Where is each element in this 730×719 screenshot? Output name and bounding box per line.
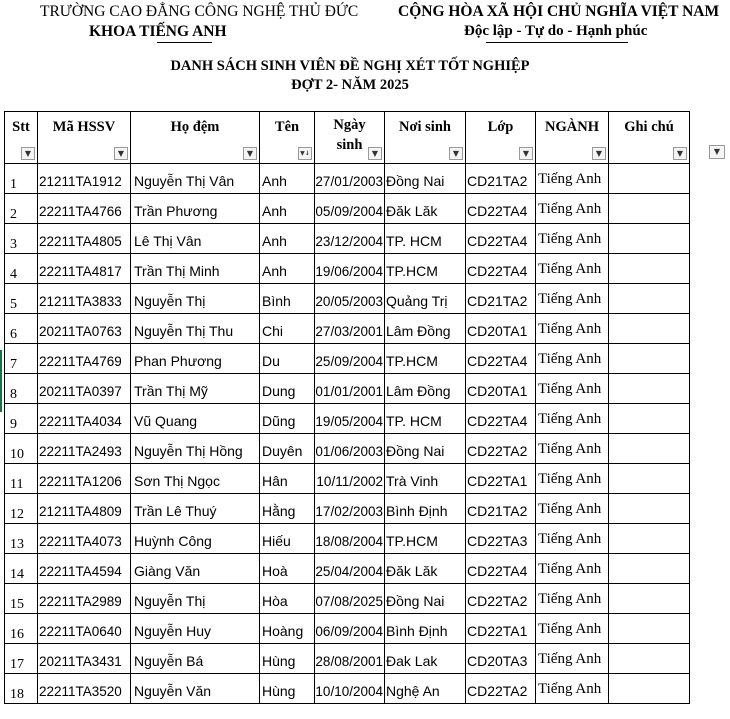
filter-dropdown-icon[interactable]: ▼ xyxy=(368,147,382,160)
cell-student-code[interactable]: 22211TA4034 xyxy=(38,404,131,434)
cell-class-code[interactable]: CD22TA1 xyxy=(466,464,536,494)
cell-major[interactable]: Tiếng Anh xyxy=(536,644,609,674)
cell-first-name[interactable]: Hiếu xyxy=(260,524,315,554)
cell-birthplace[interactable]: Trà Vinh xyxy=(385,464,466,494)
cell-student-code[interactable]: 22211TA1206 xyxy=(38,464,131,494)
cell-class-code[interactable]: CD22TA2 xyxy=(466,674,536,704)
cell-row-stt[interactable]: 2 xyxy=(5,194,38,224)
cell-first-name[interactable]: Duyên xyxy=(260,434,315,464)
cell-birthplace[interactable]: Đồng Nai xyxy=(385,164,466,194)
table-row[interactable] xyxy=(5,524,690,554)
cell-first-name[interactable]: Anh xyxy=(260,224,315,254)
cell-student-code[interactable]: 22211TA3520 xyxy=(38,674,131,704)
cell-student-code[interactable]: 21211TA4809 xyxy=(38,494,131,524)
cell-major[interactable]: Tiếng Anh xyxy=(536,434,609,464)
cell-birthplace[interactable]: Đak Lak xyxy=(385,644,466,674)
cell-birthplace[interactable]: Đăk Lăk xyxy=(385,554,466,584)
cell-major[interactable]: Tiếng Anh xyxy=(536,554,609,584)
cell-note[interactable] xyxy=(609,164,690,194)
cell-note[interactable] xyxy=(609,194,690,224)
cell-class-code[interactable]: CD21TA2 xyxy=(466,494,536,524)
cell-date-of-birth[interactable]: 01/06/2003 xyxy=(315,434,385,464)
student-table xyxy=(4,111,690,704)
cell-last-name[interactable]: Lê Thị Vân xyxy=(131,224,260,254)
cell-student-code[interactable]: 22211TA4805 xyxy=(38,224,131,254)
table-row[interactable] xyxy=(5,344,690,374)
cell-date-of-birth[interactable]: 10/11/2002 xyxy=(315,464,385,494)
cell-birthplace[interactable]: TP.HCM xyxy=(385,524,466,554)
cell-last-name[interactable]: Trần Lê Thuý xyxy=(131,494,260,524)
cell-student-code[interactable]: 22211TA4817 xyxy=(38,254,131,284)
cell-date-of-birth[interactable]: 25/09/2004 xyxy=(315,344,385,374)
filter-dropdown-icon[interactable]: ▼ xyxy=(449,147,463,160)
cell-last-name[interactable]: Trần Thị Minh xyxy=(131,254,260,284)
cell-date-of-birth[interactable]: 27/03/2001 xyxy=(315,314,385,344)
cell-birthplace[interactable]: Bình Định xyxy=(385,494,466,524)
cell-row-stt[interactable]: 9 xyxy=(5,404,38,434)
cell-date-of-birth[interactable]: 17/02/2003 xyxy=(315,494,385,524)
col-header-note: Ghi chú ▼ xyxy=(609,112,690,164)
cell-class-code[interactable]: CD22TA2 xyxy=(466,584,536,614)
header-row xyxy=(5,112,690,164)
cell-class-code[interactable]: CD22TA4 xyxy=(466,344,536,374)
cell-row-stt[interactable]: 16 xyxy=(5,614,38,644)
col-header-code: Mã HSSV ▼ xyxy=(38,112,131,164)
cell-last-name[interactable]: Sơn Thị Ngọc xyxy=(131,464,260,494)
cell-note[interactable] xyxy=(609,254,690,284)
cell-student-code[interactable]: 20211TA3431 xyxy=(38,644,131,674)
cell-class-code[interactable]: CD22TA1 xyxy=(466,614,536,644)
document-subtitle: ĐỢT 2- NĂM 2025 xyxy=(291,77,409,93)
cell-last-name[interactable]: Nguyễn Huy xyxy=(131,614,260,644)
cell-student-code[interactable]: 22211TA2493 xyxy=(38,434,131,464)
cell-student-code[interactable]: 21211TA1912 xyxy=(38,164,131,194)
filter-dropdown-icon[interactable]: ▼ xyxy=(709,145,725,159)
cell-date-of-birth[interactable]: 10/10/2004 xyxy=(315,674,385,704)
table-row[interactable] xyxy=(5,314,690,344)
cell-class-code[interactable]: CD22TA4 xyxy=(466,254,536,284)
cell-birthplace[interactable]: TP.HCM xyxy=(385,254,466,284)
cell-major[interactable]: Tiếng Anh xyxy=(536,614,609,644)
cell-first-name[interactable]: Hùng xyxy=(260,644,315,674)
cell-date-of-birth[interactable]: 23/12/2004 xyxy=(315,224,385,254)
filter-dropdown-icon[interactable]: ▼ xyxy=(519,147,533,160)
cell-birthplace[interactable]: TP.HCM xyxy=(385,344,466,374)
cell-last-name[interactable]: Trần Thị Mỹ xyxy=(131,374,260,404)
cell-date-of-birth[interactable]: 27/01/2003 xyxy=(315,164,385,194)
cell-row-stt[interactable]: 11 xyxy=(5,464,38,494)
cell-last-name[interactable]: Phan Phương xyxy=(131,344,260,374)
cell-class-code[interactable]: CD20TA1 xyxy=(466,314,536,344)
col-header-dob: Ngày sinh ▼ xyxy=(315,112,385,164)
cell-birthplace[interactable]: Nghệ An xyxy=(385,674,466,704)
cell-class-code[interactable]: CD22TA4 xyxy=(466,404,536,434)
cell-last-name[interactable]: Nguyễn Thị Thu xyxy=(131,314,260,344)
cell-birthplace[interactable]: TP. HCM xyxy=(385,404,466,434)
cell-row-stt[interactable]: 17 xyxy=(5,644,38,674)
cell-note[interactable] xyxy=(609,284,690,314)
cell-date-of-birth[interactable]: 25/04/2004 xyxy=(315,554,385,584)
department-underline xyxy=(157,42,212,43)
cell-major[interactable]: Tiếng Anh xyxy=(536,254,609,284)
filter-dropdown-icon[interactable]: ▼ xyxy=(21,147,35,160)
cell-date-of-birth[interactable]: 07/08/2025 xyxy=(315,584,385,614)
cell-class-code[interactable]: CD22TA4 xyxy=(466,224,536,254)
filter-dropdown-icon[interactable]: ▼ xyxy=(114,147,128,160)
cell-birthplace[interactable]: Đăk Lăk xyxy=(385,194,466,224)
cell-major[interactable]: Tiếng Anh xyxy=(536,224,609,254)
cell-student-code[interactable]: 20211TA0763 xyxy=(38,314,131,344)
cell-row-stt[interactable]: 1 xyxy=(5,164,38,194)
cell-birthplace[interactable]: TP. HCM xyxy=(385,224,466,254)
cell-student-code[interactable]: 22211TA4073 xyxy=(38,524,131,554)
cell-major[interactable]: Tiếng Anh xyxy=(536,314,609,344)
cell-note[interactable] xyxy=(609,494,690,524)
table-row[interactable] xyxy=(5,674,690,704)
cell-row-stt[interactable]: 4 xyxy=(5,254,38,284)
cell-major[interactable]: Tiếng Anh xyxy=(536,524,609,554)
cell-first-name[interactable]: Anh xyxy=(260,194,315,224)
cell-class-code[interactable]: CD22TA3 xyxy=(466,524,536,554)
col-header-stt: Stt ▼ xyxy=(5,112,38,164)
cell-note[interactable] xyxy=(609,224,690,254)
cell-row-stt[interactable]: 14 xyxy=(5,554,38,584)
cell-class-code[interactable]: CD20TA1 xyxy=(466,374,536,404)
cell-first-name[interactable]: Anh xyxy=(260,164,315,194)
cell-note[interactable] xyxy=(609,434,690,464)
cell-row-stt[interactable]: 8 xyxy=(5,374,38,404)
cell-last-name[interactable]: Huỳnh Công xyxy=(131,524,260,554)
filter-dropdown-icon[interactable]: ▼ xyxy=(243,147,257,160)
cell-row-stt[interactable]: 5 xyxy=(5,284,38,314)
table-row[interactable] xyxy=(5,494,690,524)
col-header-first-name: Tên ▼↓ xyxy=(260,112,315,164)
sort-filter-icon[interactable]: ▼↓ xyxy=(298,147,312,160)
cell-student-code[interactable]: 20211TA0397 xyxy=(38,374,131,404)
cell-class-code[interactable]: CD21TA2 xyxy=(466,284,536,314)
cell-birthplace[interactable]: Lâm Đồng xyxy=(385,374,466,404)
cell-class-code[interactable]: CD21TA2 xyxy=(466,164,536,194)
col-header-birthplace: Nơi sinh ▼ xyxy=(385,112,466,164)
table-row[interactable] xyxy=(5,224,690,254)
table-row[interactable] xyxy=(5,254,690,284)
cell-major[interactable]: Tiếng Anh xyxy=(536,674,609,704)
cell-birthplace[interactable]: Đồng Nai xyxy=(385,434,466,464)
cell-student-code[interactable]: 22211TA2989 xyxy=(38,584,131,614)
table-row[interactable] xyxy=(5,194,690,224)
cell-birthplace[interactable]: Bình Định xyxy=(385,614,466,644)
cell-last-name[interactable]: Nguyễn Thị Vân xyxy=(131,164,260,194)
cell-birthplace[interactable]: Đồng Nai xyxy=(385,584,466,614)
table-row[interactable] xyxy=(5,464,690,494)
table-row[interactable] xyxy=(5,374,690,404)
table-row[interactable] xyxy=(5,644,690,674)
cell-last-name[interactable]: Nguyễn Thị xyxy=(131,284,260,314)
cell-last-name[interactable]: Vũ Quang xyxy=(131,404,260,434)
cell-student-code[interactable]: 22211TA4766 xyxy=(38,194,131,224)
cell-last-name[interactable]: Nguyễn Bá xyxy=(131,644,260,674)
filter-dropdown-icon[interactable]: ▼ xyxy=(592,147,606,160)
cell-note[interactable] xyxy=(609,404,690,434)
cell-class-code[interactable]: CD22TA4 xyxy=(466,194,536,224)
cell-first-name[interactable]: Hòa xyxy=(260,584,315,614)
table-row[interactable] xyxy=(5,164,690,194)
cell-date-of-birth[interactable]: 19/06/2004 xyxy=(315,254,385,284)
school-name: TRƯỜNG CAO ĐẲNG CÔNG NGHỆ THỦ ĐỨC xyxy=(40,3,359,20)
cell-note[interactable] xyxy=(609,644,690,674)
document-title: DANH SÁCH SINH VIÊN ĐỀ NGHỊ XÉT TỐT NGHIỆP xyxy=(170,58,530,74)
cell-first-name[interactable]: Dung xyxy=(260,374,315,404)
row-selection-marker xyxy=(0,350,2,412)
cell-note[interactable] xyxy=(609,314,690,344)
cell-first-name[interactable]: Hằng xyxy=(260,494,315,524)
cell-row-stt[interactable]: 10 xyxy=(5,434,38,464)
cell-student-code[interactable]: 21211TA3833 xyxy=(38,284,131,314)
table-row[interactable] xyxy=(5,284,690,314)
cell-major[interactable]: Tiếng Anh xyxy=(536,494,609,524)
cell-last-name[interactable]: Nguyễn Văn xyxy=(131,674,260,704)
cell-first-name[interactable]: Anh xyxy=(260,254,315,284)
col-header-last-name: Họ đệm ▼ xyxy=(131,112,260,164)
filter-dropdown-icon[interactable]: ▼ xyxy=(673,147,687,160)
cell-date-of-birth[interactable]: 01/01/2001 xyxy=(315,374,385,404)
cell-student-code[interactable]: 22211TA0640 xyxy=(38,614,131,644)
cell-major[interactable]: Tiếng Anh xyxy=(536,344,609,374)
department-name: KHOA TIẾNG ANH xyxy=(89,23,227,40)
cell-class-code[interactable]: CD22TA2 xyxy=(466,434,536,464)
cell-first-name[interactable]: Bình xyxy=(260,284,315,314)
cell-birthplace[interactable]: Lâm Đồng xyxy=(385,314,466,344)
cell-first-name[interactable]: Hân xyxy=(260,464,315,494)
cell-row-stt[interactable]: 3 xyxy=(5,224,38,254)
cell-student-code[interactable]: 22211TA4769 xyxy=(38,344,131,374)
cell-note[interactable] xyxy=(609,674,690,704)
cell-date-of-birth[interactable]: 20/05/2003 xyxy=(315,284,385,314)
cell-note[interactable] xyxy=(609,464,690,494)
cell-major[interactable]: Tiếng Anh xyxy=(536,404,609,434)
cell-major[interactable]: Tiếng Anh xyxy=(536,194,609,224)
table-row[interactable] xyxy=(5,434,690,464)
cell-class-code[interactable]: CD20TA3 xyxy=(466,644,536,674)
table-row[interactable] xyxy=(5,614,690,644)
cell-note[interactable] xyxy=(609,614,690,644)
cell-major[interactable]: Tiếng Anh xyxy=(536,164,609,194)
cell-last-name[interactable]: Giàng Văn xyxy=(131,554,260,584)
cell-first-name[interactable]: Hoàng xyxy=(260,614,315,644)
cell-first-name[interactable]: Du xyxy=(260,344,315,374)
cell-major[interactable]: Tiếng Anh xyxy=(536,584,609,614)
cell-date-of-birth[interactable]: 18/08/2004 xyxy=(315,524,385,554)
cell-date-of-birth[interactable]: 05/09/2004 xyxy=(315,194,385,224)
cell-row-stt[interactable]: 7 xyxy=(5,344,38,374)
national-motto: Độc lập - Tự do - Hạnh phúc xyxy=(464,23,648,39)
cell-student-code[interactable]: 22211TA4594 xyxy=(38,554,131,584)
cell-first-name[interactable]: Chi xyxy=(260,314,315,344)
cell-class-code[interactable]: CD22TA4 xyxy=(466,554,536,584)
cell-first-name[interactable]: Hùng xyxy=(260,674,315,704)
cell-first-name[interactable]: Hoà xyxy=(260,554,315,584)
cell-row-stt[interactable]: 15 xyxy=(5,584,38,614)
cell-date-of-birth[interactable]: 19/05/2004 xyxy=(315,404,385,434)
cell-row-stt[interactable]: 13 xyxy=(5,524,38,554)
cell-note[interactable] xyxy=(609,344,690,374)
col-header-class: Lớp ▼ xyxy=(466,112,536,164)
cell-date-of-birth[interactable]: 06/09/2004 xyxy=(315,614,385,644)
table-row[interactable] xyxy=(5,554,690,584)
motto-underline xyxy=(486,42,628,43)
cell-first-name[interactable]: Dũng xyxy=(260,404,315,434)
cell-note[interactable] xyxy=(609,374,690,404)
cell-row-stt[interactable]: 12 xyxy=(5,494,38,524)
cell-birthplace[interactable]: Quảng Trị xyxy=(385,284,466,314)
cell-note[interactable] xyxy=(609,524,690,554)
cell-row-stt[interactable]: 18 xyxy=(5,674,38,704)
cell-note[interactable] xyxy=(609,554,690,584)
cell-major[interactable]: Tiếng Anh xyxy=(536,464,609,494)
cell-last-name[interactable]: Nguyễn Thị Hồng xyxy=(131,434,260,464)
nation-name: CỘNG HÒA XÃ HỘI CHỦ NGHĨA VIỆT NAM xyxy=(398,3,720,20)
table-row[interactable] xyxy=(5,584,690,614)
col-header-major: NGÀNH ▼ xyxy=(536,112,609,164)
cell-major[interactable]: Tiếng Anh xyxy=(536,284,609,314)
cell-major[interactable]: Tiếng Anh xyxy=(536,374,609,404)
cell-note[interactable] xyxy=(609,584,690,614)
cell-last-name[interactable]: Nguyễn Thị xyxy=(131,584,260,614)
cell-last-name[interactable]: Trần Phương xyxy=(131,194,260,224)
table-row[interactable] xyxy=(5,404,690,434)
cell-date-of-birth[interactable]: 28/08/2001 xyxy=(315,644,385,674)
cell-row-stt[interactable]: 6 xyxy=(5,314,38,344)
